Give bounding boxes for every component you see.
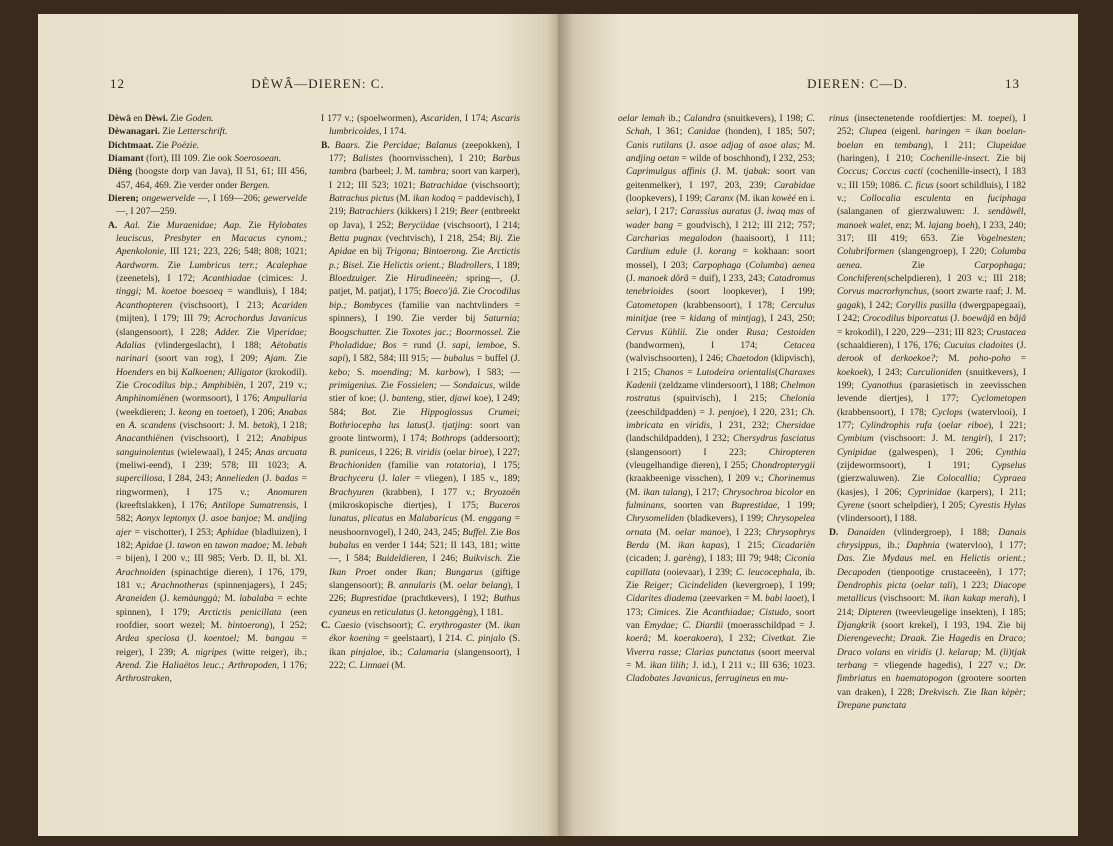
left-column-1: [108, 112, 307, 806]
index-entry: Dèwanagari. Zie Letterschrift.: [108, 126, 228, 138]
page-number-left: 12: [110, 76, 125, 91]
index-entry: Dichtmaat. Zie Poëzie.: [108, 139, 200, 151]
index-entry: Diëng (hoogste dorp van Java), II 51, 61; III 456, 457, 464, 469. Zie verder onder Bergen.: [108, 166, 307, 191]
running-title-left: DÈWÂ—DIEREN: C.: [251, 76, 385, 91]
right-page: [558, 14, 1078, 836]
index-entry: B. Baars. Zie Percidae; Balanus (zeepokken), I 177; Balistes (hoornvisschen), I 210; Barbus tambra (barbeel; J. M. tambra; soort van karper), I 212; III 523; 1021; Batrachidae (vischsoort); Batrachus pictus (M. ikan kodoq = paddevisch), I 219; Batrachiers (kikkers) I 219; Beer (entbreekt op Java), I 252; Beryciidae (vischsoort), I 214; Betta pugnax (vechtvisch), I 218, 254; Bij. Zie Apidae en bij Trigona; Bintoerong. Zie Arctictis p.; Bisel. Zie Helictis orient.; Bladrollers, I 189; Bloedzuiger. Zie Hirudineeën; spring—, (J. patjet, M. patjat), I 175; Boeco'jâ. Zie Crocodilus bip.; Bombyces (familie van nachtvlinders = spinners), I 190. Zie verder bij Saturnia; Boogschutter. Zie Toxotes jac.; Boormossel. Zie Pholadidae; Bos = rund (J. sapi, lemboe, S. sapi), I 582, 584; III 915; — bubalus = buffel (J. kebo; S. moending; M. karbow), I 583; —primigenius. Zie Fossielen; — Sondaicus, wilde stier of koe; (J. banteng, stier, djawi koe), I 249; 584; Bot. Zie Hippoglossus Crumei; Bothriocepha lus latus(J. tjatjing: soort van groote lintworm), I 174; Bothrops (addersoort); B. puniceus, I 226; B. viridis (oelar biroe), I 227; Brachioniden (familie van rotatoria), I 175; Brachyceru (J. laler = vliegen), I 185 v., 189; Brachyuren (krabben), I 177 v.; Bryozoën (mikroskopische diertjes), I 175; Buceros lunatus, plicatus en Malabaricus (M. enggang = neushoornvogel), I 240, 243, 245; Buffel. Zie Bos bubalus en verder I 144; 521; II 143, 181; witte —, I 584; Buideldieren, I 246; Buikvisch. Zie Ikan Proet onder Ikan; Bungarus (giftige slangensoort); B. annularis (M. oelar belang), I 226; Buprestidae (prachtkevers), I 192; Buthus cyaneus en reticulatus (J. ketonggèng), I 181.: [321, 139, 520, 618]
book-spread: [38, 14, 1078, 836]
left-column-2: [321, 112, 520, 806]
left-page-columns: [108, 112, 520, 806]
right-page-columns: [618, 112, 1026, 806]
index-entry: Diamant (fort), III 109. Zie ook Soerosoean.: [108, 153, 282, 165]
index-entry: A. Aal. Zie Muraenidae; Aap. Zie Hylobates leuciscus, Presbyter en Macacus cynom.; Apenkolonie, III 121; 223, 226; 548; 808; 1021; Aardworm. Zie Lumbricus terr.; Acalephae (zeenetels), I 172; Acanthiadae (cimices: J. tinggi; M. koetoe boesoeq = wandluis), I 184; Acanthopteren (vischsoort), I 213; Acariden (mijten), I 179; III 79; Acrochordus Javanicus (slangensoort), I 228; Adder. Zie Viperidae; Adalias (vlindergeslacht), I 188; Aëtobatis narinari (soort van rog), I 209; Ajam. Zie Hoenders en bij Kalkoenen; Alligator (krokodil). Zie Crocodilus bip.; Amphibiën, I 207, 219 v.; Amphinomiënen (wormsoort), I 176; Ampullaria (weekdieren; J. keong en toetoet), I 206; Anabas en A. scandens (vischsoort: J. M. betok), I 218; Anacanthiënen (vischsoort), I 212; Anabipus sanguinolentus (wielewaal), I 245; Anas arcuata (meliwi-eend), I 239; 578; III 1023; A. superciliosa, I 284, 243; Annelieden (J. badas = ringwormen), I 175 v.; Anomuren (kreeftslakken), I 176; Antilope Sumatrensis, I 582; Aonyx leptonyx (J. asoe banjoe; M. andjing ajer = vischotter), I 253; Aphidae (bladluizen), I 182; Apidae (J. tawon en tawon madoe; M. lebah = bijen), I 200 v.; III 985; Verb. D. II, bl. XI. Arachnoiden (spinachtige dieren), I 176, 179, 181 v.; Arachnotheras (spinnenjagers), I 245; Araneiden (J. kemàunggà; M. labalaba = echte spinnen), I 179; Arctictis penicillata (een roofdier, soort wezel; M. bintoerong), I 252; Ardea speciosa (J. koentoel; M. bangau = reiger), I 239; A. nigripes (witte reiger), ib.; Arend. Zie Haliaëtos leuc.; Arthropoden, I 176; Arthrostraken,: [108, 219, 307, 685]
index-entry: oelar lemah ib.; Calandra (snuitkevers), I 198; C. Schah, I 361; Canidae (honden), I 185; 507; Canis rutilans (J. asoe adjag of asoe alas; M. andjing oetan = wilde of boschhond), I 232, 253; Caprimulgus affinis (J. M. tjabak: soort van geitenmelker), I 197, 203, 239; Carabidae (loopkevers), I 199; Caranx (M. ikan kowèé en i. selar), I 217; Carassius auratus (J. iwaq mas of wader bang = goudvisch), I 212; III 212; 757; Carcharias megalodon (haaisoort), I 111; Cardium edule (J. korang = kokhaan: soort mossel), I 203; Carpophaga (Columba) aenea (J. manoek dôrâ = duif), I 233, 243; Catadromus tenebrioides (soort loopkever), I 199; Catometopen (krabbensoort), I 178; Cerculus minitjae (ree = kidang of mintjag), I 243, 250; Cervus Kühlii. Zie onder Rusa; Cestoiden (bandwormen), I 174; Cetacea (walvischsoorten), I 246; Chaetodon (klipvisch), I 215; Chanos = Lutodeira orientalis(Charaxes Kadenii (zeldzame vlindersoort), I 188; Chelmon rostratus (spuitvisch), I 215; Chelonia (zeeschildpadden) = J. penjoe), I 220, 231; Ch. imbricata en viridis, I 231, 232; Chersidae (landschildpadden), I 232; Chersydrus fasciatus (slangensoort) I 223; Chiropteren (vleugelhandige dieren), I 255; Chondropterygii (kraakbeenige visschen), I 209 v.; Chorinemus (M. ikan talang), I 217; Chrysochroa bicolor en fulminans, soorten van Buprestidae, I 199; Chrysomeliden (bladkevers), I 199; Chrysopelea ornata (M. oelar manoe), I 223; Chrysophrys Berda (M. ikan kapas), I 215; Cicadariën (cicaden; J. garèng), I 183; III 79; 948; Ciconia capillata (ooievaar), I 239; C. leucocephala, ib. Zie Reiger; Cicindeliden (kevergroep), I 199; Cidarites diadema (zeevarken = M. babi laoet), I 173; Cimices. Zie Acanthiadae; Cistudo, soort van Emydae; C. Diardii (moerasschildpad = J. koerâ; M. koerakoera), I 232; Civetkat. Zie Viverra rasse; Clarias punctatus (soort meerval = M. ikan lilih; J. id.), I 211 v.; III 636; 1023. Cladobates Javanicus, ferrugineus en mu-: [618, 113, 815, 685]
right-column-2: [829, 112, 1026, 806]
index-entry: Dieren; ongewervelde —, I 169—206; gewervelde —, I 207—259.: [108, 193, 307, 218]
index-entry: Dèwâ en Dèwi. Zie Goden.: [108, 113, 214, 124]
running-title-right: DIEREN: C—D.: [807, 76, 908, 91]
index-entry: I 177 v.; (spoelwormen), Ascariden, I 174; Ascaris lumbricoides, I 174.: [321, 113, 520, 138]
running-head-left: [38, 76, 558, 96]
index-entry: C. Caesio (vischsoort); C. erythrogaster (M. ikan ékor koening = geelstaart), I 214. C. pinjalo (S. ikan pinjaloe, ib.; Calamaria (slangensoort), I 222; C. Linnaei (M.: [321, 620, 520, 672]
left-page: [38, 14, 558, 836]
index-entry: rinus (insectenetende roofdiertjes: M. toepei), I 252; Clupea (eigenl. haringen = ikan boelan-boelan en tembang), I 211; Clupeidae (haringen), I 210; Cochenille-insect. Zie bij Coccus; Coccus cacti (cochenille-insect), I 183 v.; III 159; 1086. C. ficus (soort schildluis), I 182 v.; Collocalia esculenta en fuciphaga (salanganen of gierzwaluwen: J. sendàwêl, manoek walet, enz; M. lajang boeh), I 233, 240; 317; III 419; 653. Zie Vogelnesten; Colubriformen (slangengroep), I 220; Columba aenea. Zie Carpophaga; Conchiferen(schelpdieren), I 203 v.; III 218; Corvus macrorhynchus, (soort zwarte raaf; J. M. gagak), I 242; Coryllis pusilla (dwergpapegaai), I 242; Crocodilus biporcatus (J. boewâjâ en bâjâ = krokodil), I 220, 229—231; III 823; Crustacea (schaaldieren), I 176, 176; Cucuius cladoites (J. derook of derkoekoe?; M. poho-poho = koekoek), I 243; Curculioniden (snuitkevers), I 199; Cyanothus (parasietisch in zeevisschen levende diertjes), I 177; Cyclometopen (krabbensoort), I 178; Cyclops (watervlooi), I 177; Cylindrophis rufa (oelar riboe), I 221; Cymbium (vischsoort: J. M. tengiri), I 217; Cynipidae (galwespen), I 206; Cynthia (zijdewormsoort), I 191; Cypselus (gierzwaluwen). Zie Colocallia; Cypraea (kasjes), I 206; Cyprinidae (karpers), I 211; Cyrene (soort schelpdier), I 205; Cyrestis Hylas (vlindersoort), I 188.: [829, 113, 1026, 525]
right-column-1: [618, 112, 815, 806]
index-entry: D. Danaiden (vlindergroep), I 188; Danais chrysippus, ib.; Daphnia (watervloo), I 177; Das. Zie Mydaus mel. en Helictis orient.; Decapoden (tienpootige crustaceeën), I 177; Dendrophis picta (oelar tali), I 223; Diacope metallicus (vischsoort: M. ikan kakap merah), I 214; Dipteren (tweevleugelige insekten), I 185; Djangkrik (soort krekel), I 193, 194. Zie bij Dierengevecht; Draak. Zie Hagedis en Draco; Draco volans en viridis (J. kelarap; M. (li)tjak terbang = vliegende hagedis), I 227 v.; Dr. fimbriatus en haematopogon (grootere soorten van draken), I 228; Drekvisch. Zie Ikan kèpèr; Drepane punctata: [829, 526, 1026, 712]
page-number-right: 13: [1005, 76, 1020, 91]
running-head-right: [558, 76, 1078, 96]
